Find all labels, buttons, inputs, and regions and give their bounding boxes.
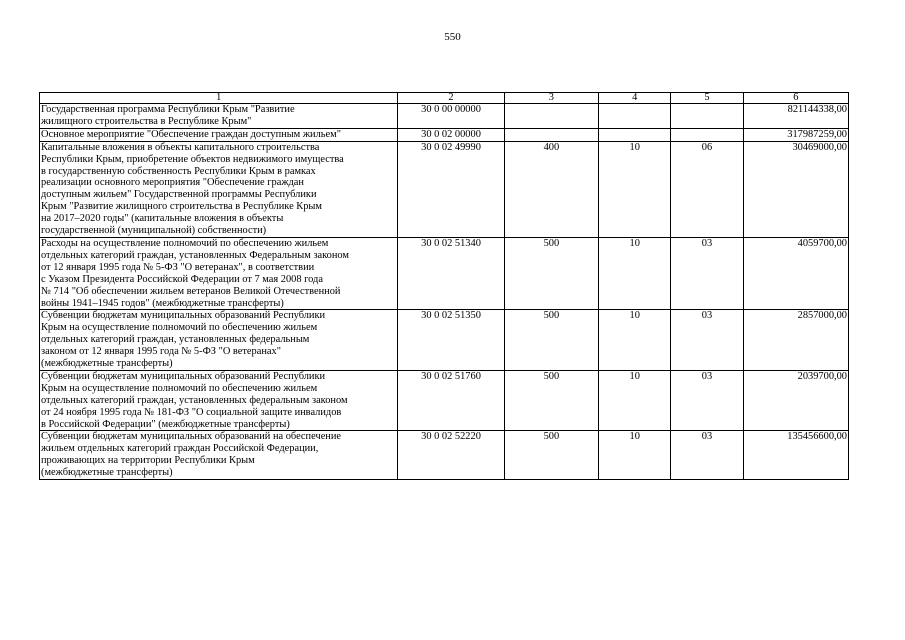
table-row [40,310,849,371]
row-section: 10 [599,431,671,480]
header-col-6: 6 [743,93,848,104]
row-expense-type: 500 [504,431,598,480]
row-target-code: 30 0 02 51340 [398,237,504,309]
row-expense-type [504,104,598,129]
row-target-code: 30 0 02 52220 [398,431,504,480]
header-col-2: 2 [398,93,504,104]
row-amount: 30469000,00 [743,141,848,237]
row-target-code: 30 0 00 00000 [398,104,504,129]
description-line: № 714 "Об обеспечении жильем ветеранов Великой Отечественной [41,285,341,297]
table-row [40,141,849,237]
description-line: Субвенции бюджетам муниципальных образований на обеспечение [41,431,342,443]
description-line: Крым "Развитие жилищного строительства в Республике Крым [41,201,322,213]
row-subsection: 03 [671,431,743,480]
description-line: в Российской Федерации" (межбюджетные трансферты) [41,418,290,430]
row-expense-type: 500 [504,237,598,309]
table-row [40,370,849,431]
description-line: войны 1941–1945 годов" (межбюджетные трансферты) [41,297,284,309]
description-line: на 2017–2020 годы" (капитальные вложения в объекты [41,213,284,225]
header-col-3: 3 [504,93,598,104]
header-col-1: 1 [40,93,398,104]
row-section: 10 [599,237,671,309]
row-section: 10 [599,310,671,371]
row-expense-type [504,128,598,141]
row-target-code: 30 0 02 51760 [398,370,504,431]
header-row [40,93,849,104]
table-row [40,104,849,129]
row-description [40,431,398,480]
row-subsection: 03 [671,237,743,309]
row-subsection [671,128,743,141]
description-line: отдельных категорий граждан, установленных федеральным [41,334,310,346]
description-line: Республики Крым, приобретение объектов недвижимого имущества [41,153,344,165]
description-line: Основное мероприятие "Обеспечение граждан доступным жильем" [41,128,341,140]
budget-table [39,92,849,480]
description-line: жильем отдельных категорий граждан Российской Федерации, [41,443,319,455]
row-section: 10 [599,370,671,431]
row-target-code: 30 0 02 51350 [398,310,504,371]
description-line: с Указом Президента Российской Федерации от 7 мая 2008 года [41,273,323,285]
row-expense-type: 400 [504,141,598,237]
row-section [599,128,671,141]
description-line: реализации основного мероприятия "Обеспечение граждан [41,177,304,189]
row-expense-type: 500 [504,310,598,371]
description-line: Крым на осуществление полномочий по обеспечению жильем [41,322,318,334]
row-description [40,141,398,237]
row-subsection: 06 [671,141,743,237]
row-amount: 821144338,00 [743,104,848,129]
description-line: отдельных категорий граждан, установленных федеральным законом [41,394,348,406]
row-description [40,104,398,129]
description-line: законом от 12 января 1995 года № 5-ФЗ "О ветеранах" [41,346,281,358]
description-line: Крым на осуществление полномочий по обеспечению жильем [41,382,318,394]
description-line: Расходы на осуществление полномочий по обеспечению жильем [41,237,329,249]
header-col-5: 5 [671,93,743,104]
row-amount: 4059700,00 [743,237,848,309]
description-line: Капитальные вложения в объекты капитального строительства [41,141,320,153]
description-line: от 12 января 1995 года № 5-ФЗ "О ветеранах", в соответствии [41,261,315,273]
table-row [40,237,849,309]
row-expense-type: 500 [504,370,598,431]
row-section: 10 [599,141,671,237]
description-line: Государственная программа Республики Крым "Развитие [41,104,295,115]
row-target-code: 30 0 02 00000 [398,128,504,141]
description-line: (межбюджетные трансферты) [41,467,173,479]
description-line: Субвенции бюджетам муниципальных образований Республики [41,370,326,382]
row-target-code: 30 0 02 49990 [398,141,504,237]
row-subsection: 03 [671,310,743,371]
row-description [40,128,398,141]
row-amount: 317987259,00 [743,128,848,141]
row-amount: 135456600,00 [743,431,848,480]
table-row [40,128,849,141]
description-line: от 24 ноября 1995 года № 181-ФЗ "О социальной защите инвалидов [41,406,342,418]
row-subsection [671,104,743,129]
row-section [599,104,671,129]
table-row [40,431,849,480]
row-subsection: 03 [671,370,743,431]
row-description [40,370,398,431]
description-line: государственной (муниципальной) собственности) [41,225,267,237]
description-line: отдельных категорий граждан, установленных Федеральным законом [41,249,350,261]
page-number: 550 [444,31,461,43]
row-amount: 2857000,00 [743,310,848,371]
row-description [40,237,398,309]
description-line: Субвенции бюджетам муниципальных образований Республики [41,310,326,322]
row-amount: 2039700,00 [743,370,848,431]
description-line: в государственную собственность Республики Крым в рамках [41,165,316,177]
description-line: доступным жильем" Государственной программы Республики [41,189,317,201]
header-col-4: 4 [599,93,671,104]
description-line: жилищного строительства в Республике Крым" [41,115,252,127]
description-line: проживающих на территории Республики Крым [41,455,255,467]
description-line: (межбюджетные трансферты) [41,358,173,370]
row-description [40,310,398,371]
